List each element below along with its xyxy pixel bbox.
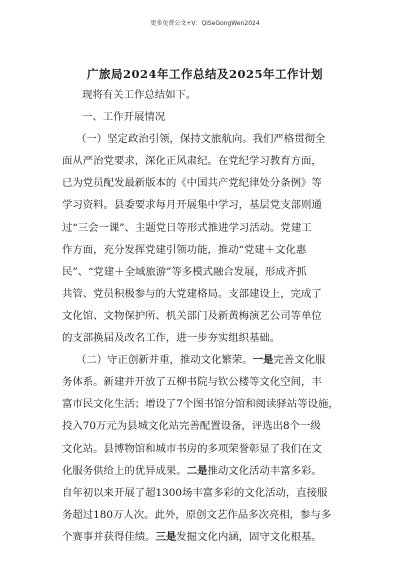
document-body bbox=[62, 84, 362, 548]
paragraph-2 bbox=[62, 349, 362, 548]
body-line: 过“三会一课”、主题党日等形式推进学习活动。党建工 bbox=[62, 221, 312, 234]
body-line: 务体系。新建并开放了五柳书院与钦公楼等文化空间，丰 bbox=[62, 376, 322, 389]
body-line: 学习资料。县委要求每月开展集中学习，基层党支部则通 bbox=[62, 199, 322, 212]
body-line: 作方面，充分发挥党建引领功能，推动“党建＋文化惠 bbox=[62, 243, 307, 256]
body-line: 已为党员配发最新版本的《中国共产党纪律处分条例》等 bbox=[62, 177, 322, 190]
body-line: 共管、党员积极参与的大党建格局。支部建设上，完成了 bbox=[62, 287, 322, 300]
section-heading: 一、工作开展情况 bbox=[82, 111, 166, 124]
bold-marker: 一是 bbox=[252, 354, 274, 367]
body-line: （一）坚定政治引领，保持文旅航向。我们严格贯彻全 bbox=[76, 133, 326, 146]
paragraph-1 bbox=[62, 128, 362, 349]
body-line: 民”、“党建＋全域旅游”等多模式融合发展，形成齐抓 bbox=[62, 265, 307, 278]
body-line bbox=[62, 460, 362, 482]
body-text: （二）守正创新并重，推动文化繁荣。 bbox=[76, 354, 253, 367]
body-line: 的支部换届及改名工作，进一步夯实组织基础。 bbox=[62, 332, 281, 345]
body-text: 化服务供给上的优异成果。 bbox=[62, 464, 187, 477]
header-watermark: 更多免费公文+V：QiSeGongWen2024 bbox=[150, 20, 260, 27]
body-text: 推动文化活动丰富多彩。 bbox=[207, 464, 322, 477]
body-line: 投入70万元为县城文化站完善配置设备，评选出8个一级 bbox=[62, 420, 321, 433]
body-line: 自年初以来开展了超1300场丰富多彩的文化活动，直接服 bbox=[62, 486, 328, 499]
document-title: 广旅局2024年工作总结及2025年工作计划 bbox=[86, 67, 323, 81]
body-line: 文化站。县博物馆和城市书房的多项荣誉彰显了我们在文 bbox=[62, 442, 322, 455]
body-text: 发掘文化内涵，固守文化根基。 bbox=[176, 530, 322, 543]
body-line: 务超过180万人次。此外，原创文艺作品多次亮相，参与多 bbox=[62, 508, 332, 521]
bold-marker: 三是 bbox=[155, 530, 177, 543]
body-line: 文化馆、文物保护所、机关部门及新黄梅演艺公司等单位 bbox=[62, 309, 322, 322]
body-line bbox=[62, 526, 362, 548]
body-text: 个赛事并获得佳绩。 bbox=[62, 530, 156, 543]
body-line: 面从严治党要求，深化正风肃纪。在党纪学习教育方面， bbox=[62, 155, 322, 168]
body-line bbox=[62, 349, 362, 371]
bold-marker: 二是 bbox=[186, 464, 208, 477]
intro-line: 现将有关工作总结如下。 bbox=[82, 89, 197, 101]
body-line: 富市民文化生活；增设了7个图书馆分馆和阅读驿站等设施， bbox=[62, 398, 339, 411]
body-text: 完善文化服 bbox=[273, 354, 326, 367]
